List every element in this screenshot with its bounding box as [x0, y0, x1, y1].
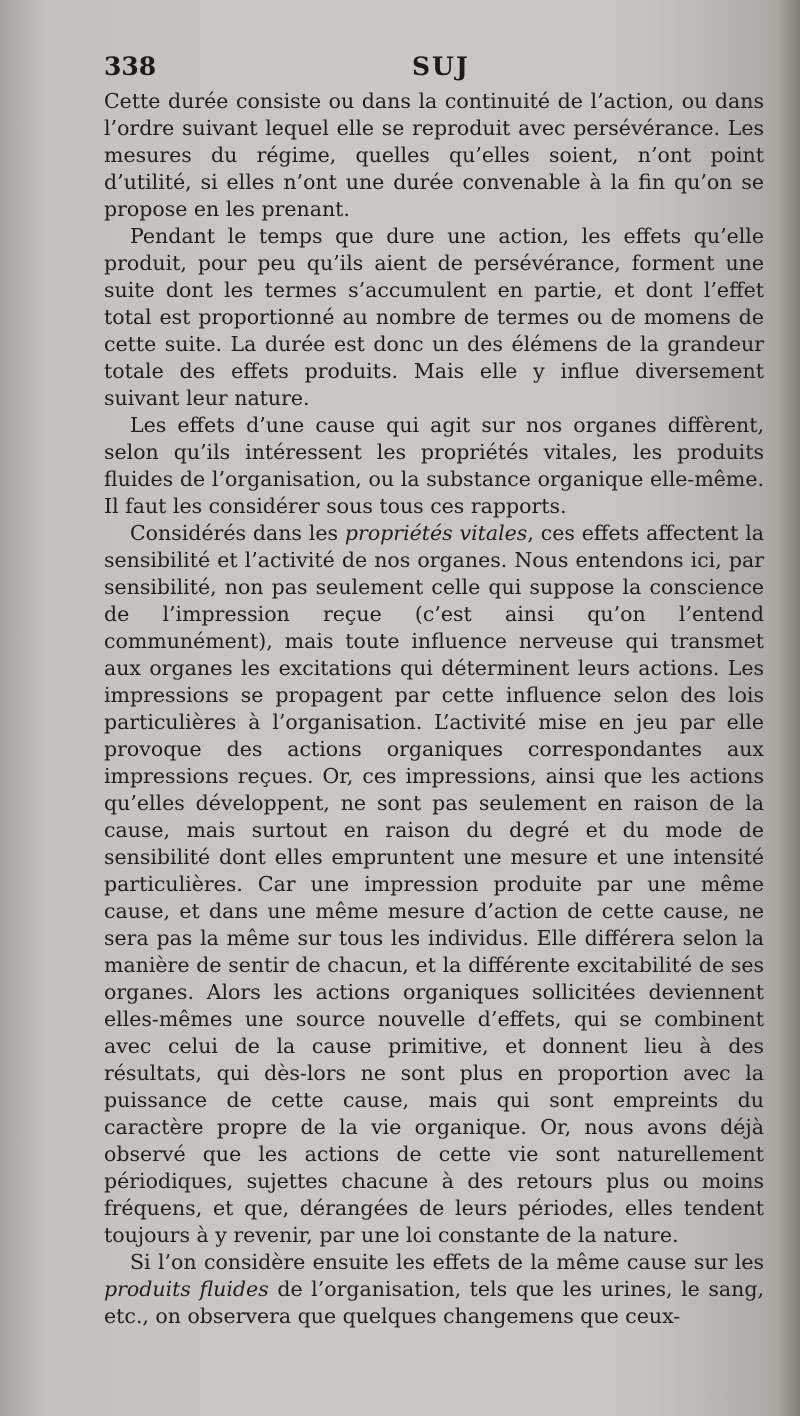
paragraph-3: Les effets d’une cause qui agit sur nos organes diffèrent, selon qu’ils intéressent les propriétés vitales, les produits fluides de l’organisation, ou la substance organique elle-même. Il faut les considérer sous tous ces rapports.: [104, 413, 764, 518]
paragraph-5-rest: de l’organisation, tels que les urines, le sang, etc., on observera que quelques changemens que ceux-: [104, 1277, 764, 1328]
paragraph-1: Cette durée consiste ou dans la continuité de l’action, ou dans l’ordre suivant lequel elle se reproduit avec persévérance. Les mesures du régime, quelles qu’elles soient, n’ont point d’utilité, si elles n’ont une durée convenable à la fin qu’on se propose en les prenant.: [104, 89, 764, 221]
page-number: 338: [104, 52, 157, 81]
page-header: [104, 52, 764, 92]
paragraph-4: [104, 520, 764, 1249]
paragraph-5-lead: Si l’on considère ensuite les effets de la même cause sur les: [130, 1250, 764, 1274]
paragraph-4-lead: Considérés dans les: [130, 521, 345, 545]
paragraph-5-italic: produits fluides: [104, 1277, 269, 1301]
paragraph-5: [104, 1249, 764, 1330]
paragraph-2: Pendant le temps que dure une action, les effets qu’elle produit, pour peu qu’ils aient de persévérance, forment une suite dont les termes s’accumulent en partie, et dont l’effet total est proportionné au nombre de termes ou de momens de cette suite. La durée est donc un des élémens de la grandeur totale des effets produits. Mais elle y influe diversement suivant leur nature.: [104, 224, 764, 410]
paragraph-4-rest: , ces effets affectent la sensibilité et l’activité de nos organes. Nous entendons ici, par sensibilité, non pas seulement celle qui suppose la conscience de l’impression reçue (c’est ainsi qu’on l’entend communément), mais toute influence nerveuse qui transmet aux organes les excitations qui déterminent leurs actions. Les impressions se propagent par cette influence selon des lois particulières à l’organisation. L’activité mise en jeu par elle provoque des actions organiques correspondantes aux impressions reçues. Or, ces impressions, ainsi que les actions qu’elles développent, ne sont pas seulement en raison de la cause, mais surtout en raison du degré et du mode de sensibilité dont elles empruntent une mesure et une intensité particulières. Car une impression produite par une même cause, et dans une même mesure d’action de cette cause, ne sera pas la même sur tous les individus. Elle différera selon la manière de sentir de chacun, et la différente excitabilité de ses organes. Alors les actions organiques sollicitées deviennent elles-mêmes une source nouvelle d’effets, qui se combinent avec celui de la cause primitive, et donnent lieu à des résultats, qui dès-lors ne sont plus en proportion avec la puissance de cette cause, mais qui sont empreints du caractère propre de la vie organique. Or, nous avons déjà observé que les actions de cette vie sont naturellement périodiques, sujettes chacune à des retours plus ou moins fréquens, et que, dérangées de leurs périodes, elles tendent toujours à y revenir, par une loi constante de la nature.: [104, 521, 765, 1247]
running-head: SUJ: [412, 52, 470, 81]
body-text: [104, 88, 764, 1330]
paragraph-4-italic: propriétés vitales: [344, 521, 528, 545]
